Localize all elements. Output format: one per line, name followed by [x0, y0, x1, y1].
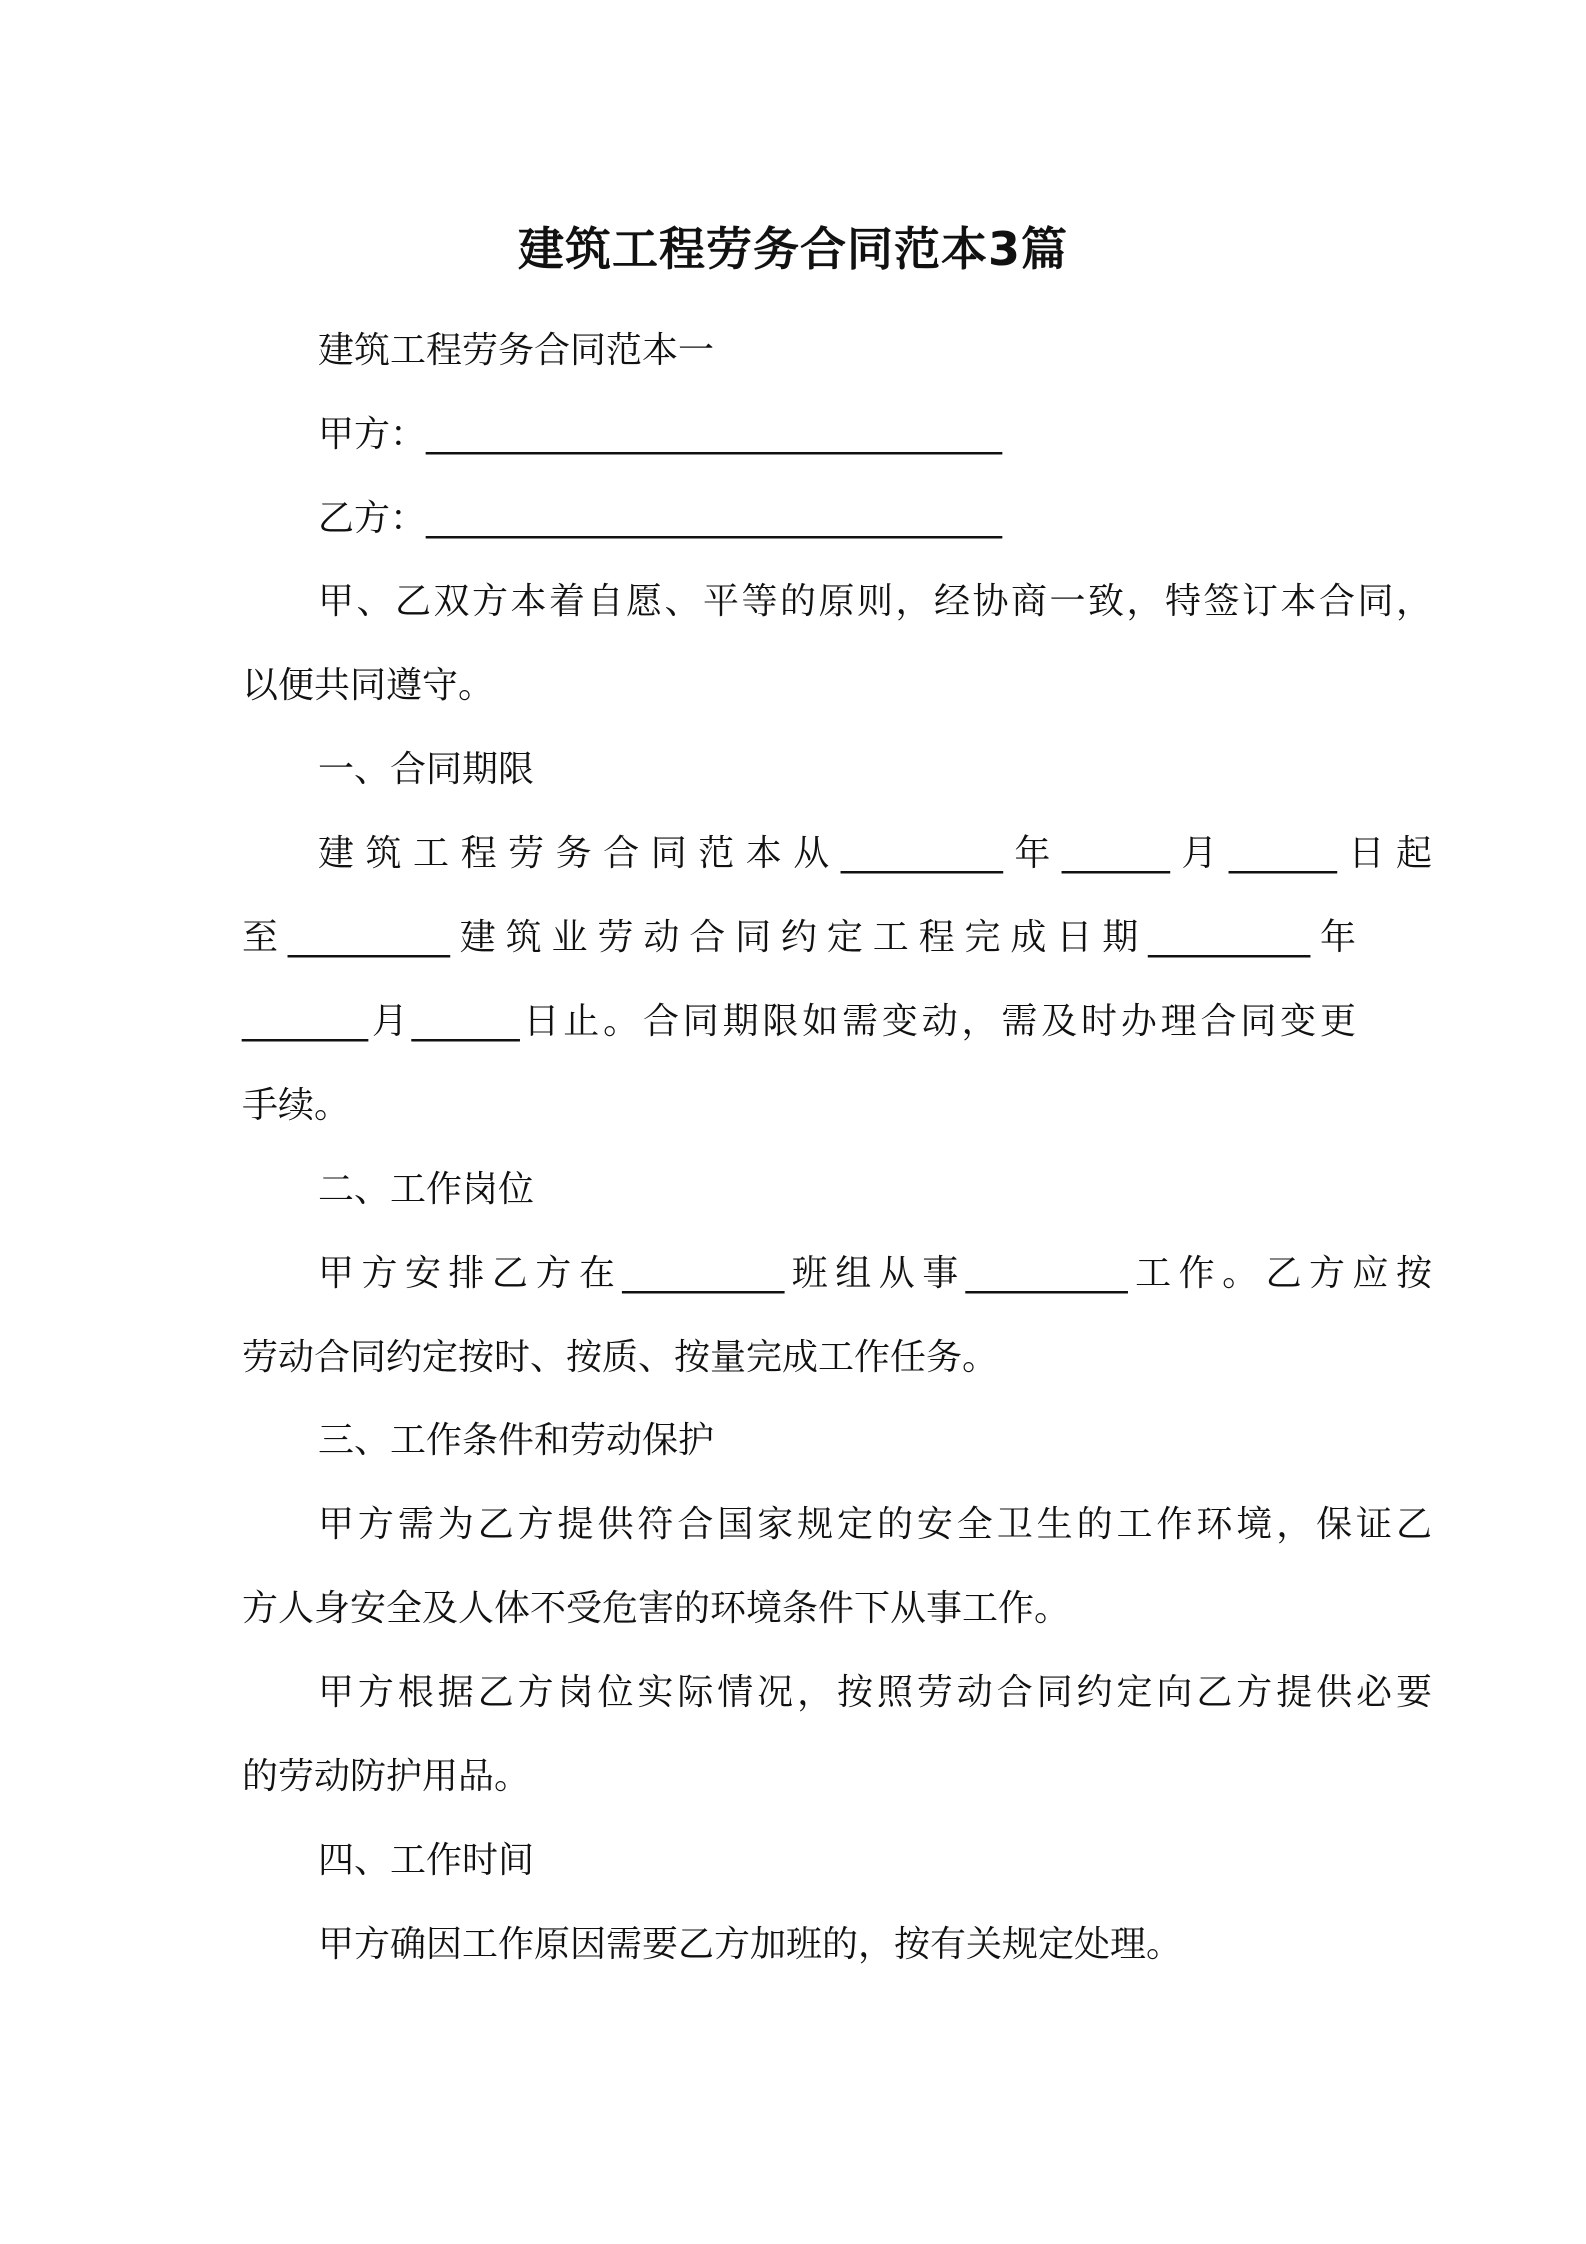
- party-a-line: 甲方：________________________________: [318, 414, 1003, 455]
- paragraph-line: _______月______日止。合同期限如需变动，需及时办理合同变更: [242, 1001, 1356, 1042]
- paragraph-line: 甲、乙双方本着自愿、平等的原则，经协商一致，特签订本合同，: [318, 581, 1432, 622]
- subtitle-sample-one: 建筑工程劳务合同范本一: [318, 330, 715, 371]
- section-heading-term: 一、合同期限: [318, 749, 535, 790]
- party-b-line: 乙方：________________________________: [318, 498, 1003, 539]
- paragraph-line: 建筑工程劳务合同范本从_________年______月______日起: [318, 833, 1432, 874]
- paragraph-line: 的劳动防护用品。: [242, 1756, 531, 1797]
- paragraph-line: 以便共同遵守。: [242, 665, 495, 706]
- paragraph-line: 手续。: [242, 1085, 351, 1126]
- document-title: 建筑工程劳务合同范本3篇: [517, 222, 1068, 276]
- paragraph-line: 至_________建筑业劳动合同约定工程完成日期_________年: [242, 917, 1356, 958]
- paragraph-line: 方人身安全及人体不受危害的环境条件下从事工作。: [242, 1588, 1071, 1629]
- paragraph-line: 甲方安排乙方在_________班组从事_________工作。乙方应按: [318, 1253, 1432, 1294]
- section-heading-hours: 四、工作时间: [318, 1840, 535, 1881]
- section-heading-conditions: 三、工作条件和劳动保护: [318, 1420, 715, 1461]
- paragraph-line: 甲方需为乙方提供符合国家规定的安全卫生的工作环境，保证乙: [318, 1504, 1432, 1545]
- paragraph-line: 劳动合同约定按时、按质、按量完成工作任务。: [242, 1337, 999, 1378]
- paragraph-line: 甲方根据乙方岗位实际情况，按照劳动合同约定向乙方提供必要: [318, 1672, 1432, 1713]
- paragraph-line: 甲方确因工作原因需要乙方加班的，按有关规定处理。: [318, 1924, 1183, 1965]
- section-heading-position: 二、工作岗位: [318, 1169, 535, 1210]
